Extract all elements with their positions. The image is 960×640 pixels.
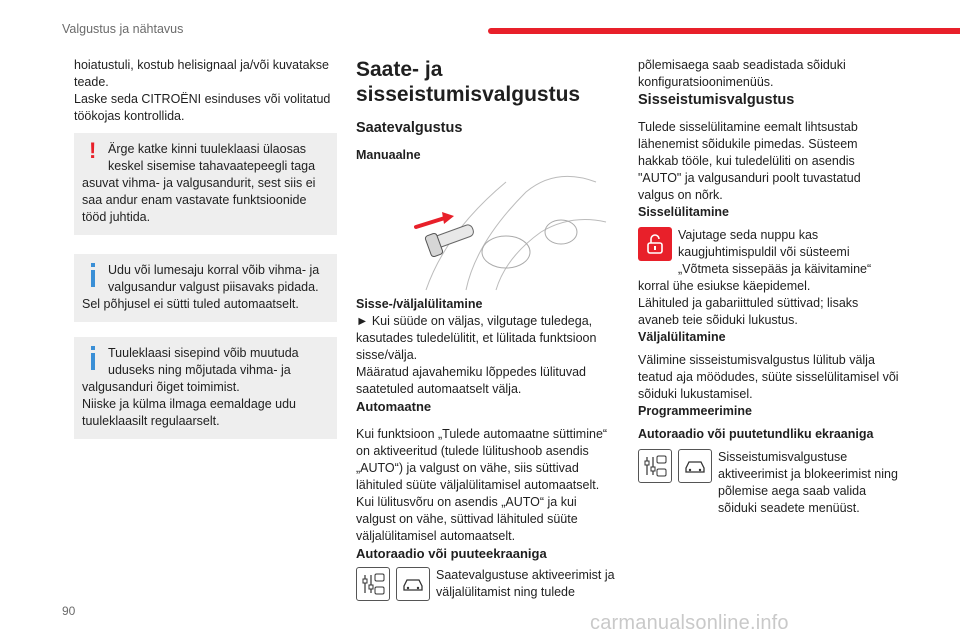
- radio-row-welcome: [638, 449, 900, 517]
- heading-radio-touch: Autoraadio või puutetundliku ekraaniga: [638, 427, 874, 441]
- radio-text: Saatevalgustuse aktiveerimist ja väljalülitamist ning tulede: [436, 568, 615, 599]
- car-icon: [678, 449, 712, 483]
- paragraph-onoff: ► Kui süüde on väljas, vilgutage tuledega, kasutades tuledelülitit, et lülitada funktsioon sisse/välja.: [356, 314, 597, 362]
- paragraph-auto: Kui funktsioon „Tulede automaatne süttimine“ on aktiveeritud (tulede lülitushoob asendis „AUTO“) ja valgust on vähe, siis süttivad lähituled süüte väljalülitamisel automaatselt.: [356, 427, 608, 492]
- paragraph-onoff-2: Määratud ajavahemiku lõppedes lülituvad saatetuled automaatselt välja.: [356, 365, 587, 396]
- info-box-1: [74, 254, 337, 322]
- header-accent-bar: [488, 28, 960, 34]
- switch-on-block: [638, 227, 900, 329]
- paragraph-intro-2: Laske seda CITROËNI esinduses või volitatud töökojas kontrollida.: [74, 92, 331, 123]
- paragraph-continued: põlemisaega saab seadistada sõiduki konfiguratsioonimenüüs.: [638, 58, 846, 89]
- heading-switch-on: Sisselülitamine: [638, 205, 730, 219]
- info-icon: [82, 345, 104, 375]
- warning-text: Ärge katke kinni tuuleklaasi ülaosas keskel sisemise tahavaatepeegli taga asuvat vihma- ja valgusandurit, sest siis ei saa andur enam vastavate funktsioonide tööd juhtida.: [82, 142, 316, 224]
- info-text-1: Udu või lumesaju korral võib vihma- ja valgusandur valgust piisavaks pidada.: [108, 263, 320, 294]
- heading-switch-off: Väljalülitamine: [638, 330, 726, 344]
- paragraph-auto-2: Kui lülitusvõru on asendis „AUTO“ ja kui valgust on vähe, süttivad lähituled süüte väljalülitamisel automaatselt.: [356, 495, 578, 543]
- car-icon: [396, 567, 430, 601]
- heading-automatic: Automaatne: [356, 399, 432, 414]
- settings-sliders-icon: [356, 567, 390, 601]
- subsection-title-escort: Saatevalgustus: [356, 120, 463, 136]
- info-text-1b: Sel põhjusel ei sütti tuled automaatselt.: [82, 297, 299, 311]
- page-number: 90: [62, 604, 76, 618]
- radio-row: [356, 567, 618, 601]
- heading-programming: Programmeerimine: [638, 404, 752, 418]
- heading-radio: Autoraadio või puuteekraaniga: [356, 546, 547, 561]
- steering-stalk-drawing: [356, 172, 618, 292]
- stalk-illustration: [356, 172, 618, 292]
- subsection-title-welcome: Sisseistumisvalgustus: [638, 92, 795, 108]
- warning-box: [74, 133, 337, 235]
- watermark: carmanualsonline.info: [590, 612, 789, 634]
- info-icon: [82, 262, 104, 292]
- radio-welcome-text: Sisseistumisvalgustuse aktiveerimist ja blokeerimist ning põlemise aega saab valida sõiduki seadete menüüst.: [718, 450, 898, 515]
- column-2: [356, 57, 618, 601]
- column-1: [74, 57, 337, 439]
- section-title: Saate- ja sisseistumisvalgustus: [356, 58, 581, 106]
- switch-on-text-2: Lähituled ja gabariittuled süttivad; lisaks avaneb teie sõiduki lukustus.: [638, 296, 859, 327]
- warning-exclamation-icon: !: [89, 138, 97, 163]
- info-text-2b: Niiske ja külma ilmaga eemaldage udu tuuleklaasilt regulaarselt.: [82, 397, 297, 428]
- info-box-2: [74, 337, 337, 439]
- switch-on-text: Vajutage seda nuppu kas kaugjuhtimispuldil või süsteemi „Võtmeta sissepääs ja käivitamine“ korral ühe esiukse käepidemel.: [638, 228, 872, 293]
- switch-off-text: Välimine sisseistumisvalgustus lülitub välja teatud aja möödudes, süüte sisselülitamisel või sõiduki lukustamisel.: [638, 353, 899, 401]
- settings-sliders-icon: [638, 449, 672, 483]
- heading-manual: Manuaalne: [356, 148, 421, 162]
- paragraph-welcome-intro: Tulede sisselülitamine eemalt lihtsustab lähenemist sõidukile pimedas. Süsteem hakkab tööle, kui tuledelüliti on asendis "AUTO" ja valgusanduri poolt tuvastatud valgus on nõrk.: [638, 120, 861, 202]
- paragraph-intro: hoiatustuli, kostub helisignaal ja/või kuvatakse teade.: [74, 58, 330, 89]
- heading-onoff: Sisse-/väljalülitamine: [356, 297, 483, 311]
- column-3: [638, 57, 900, 517]
- header-section-title: Valgustus ja nähtavus: [62, 22, 184, 36]
- unlock-icon: [638, 227, 672, 261]
- info-text-2: Tuuleklaasi sisepind võib muutuda uduseks ning mõjutada vihma- ja valgusanduri õiget toimimist.: [82, 346, 299, 394]
